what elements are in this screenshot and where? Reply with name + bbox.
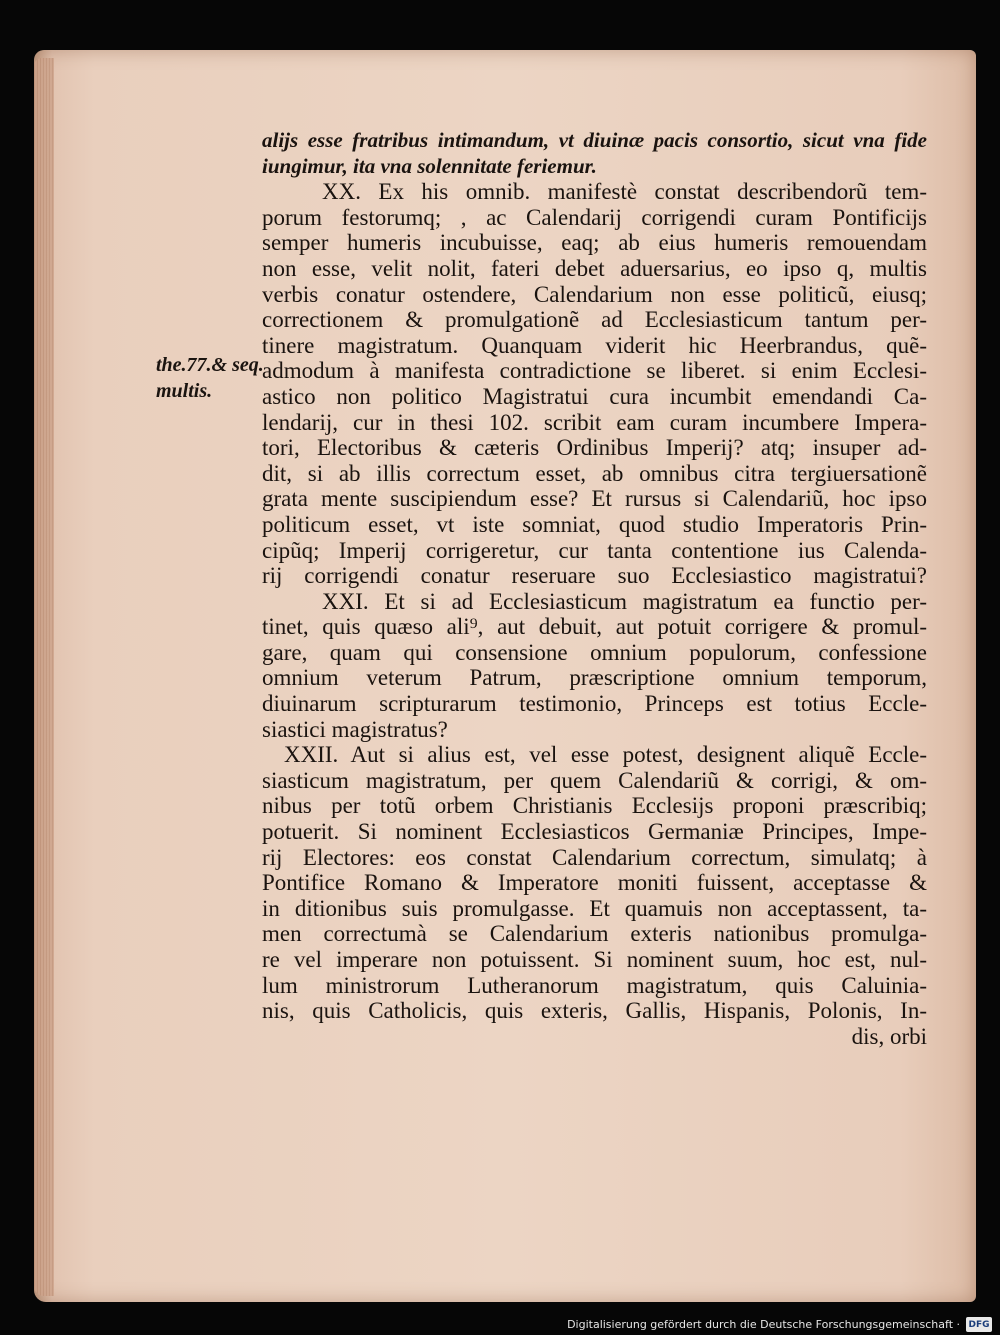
margin-note-line: multis. [156, 380, 213, 402]
footer-text: Digitalisierung gefördert durch die Deutsche Forschungsgemeinschaft · [567, 1318, 960, 1331]
body-text [262, 128, 927, 1049]
text-line: tinere magistratum. Quanquam viderit hic Heerbrandus, quẽ- [262, 332, 927, 358]
text-line: siasticum magistratum, per quem Calendariũ & corrigi, & om- [262, 767, 927, 793]
text-line: lendarij, cur in thesi 102. scribit eam curam incumbere Impera- [262, 409, 927, 435]
text-line: XXII. Aut si alius est, vel esse potest, designent aliquẽ Eccle- [284, 742, 927, 768]
text-line: alijs esse fratribus intimandum, vt diuinæ pacis consortio, sicut vna fide [262, 128, 927, 152]
text-line: rij Electores: eos constat Calendarium correctum, simulatq; à [262, 844, 927, 870]
text-line: astico non politico Magistratui cura incumbit emendandi Ca- [262, 383, 927, 409]
margin-note-line: the.77.& seq. [156, 354, 264, 376]
text-line: omnium veterum Patrum, præscriptione omnium temporum, [262, 665, 927, 691]
text-line: iungimur, ita vna solennitate feriemur. [262, 153, 597, 178]
text-line: correctionem & promulgationẽ ad Ecclesiasticum tantum per- [262, 307, 927, 333]
catchword: dis, orbi [851, 1023, 927, 1049]
text-line: dit, si ab illis correctum esset, ab omnibus citra tergiuersationẽ [262, 460, 927, 486]
text-line: nis, quis Catholicis, quis exteris, Gallis, Hispanis, Polonis, In- [262, 998, 927, 1024]
text-line: XX. Ex his omnib. manifestè constat describendorũ tem- [322, 179, 927, 205]
text-line: gare, quam qui consensione omnium populorum, confessione [262, 639, 927, 665]
text-line: nibus per totũ orbem Christianis Ecclesijs proponi præscribiq; [262, 793, 927, 819]
text-line: grata mente suscipiendum esse? Et rursus si Calendariũ, hoc ipso [262, 486, 927, 512]
text-line: in ditionibus suis promulgasse. Et quamuis non acceptassent, ta- [262, 895, 927, 921]
text-line: verbis conatur ostendere, Calendarium non esse politicũ, eiusq; [262, 281, 927, 307]
text-line: porum festorumq; , ac Calendarij corrigendi curam Pontificijs [262, 204, 927, 230]
dfg-logo-icon: DFG [966, 1317, 992, 1332]
text-line: potuerit. Si nominent Ecclesiasticos Germaniæ Principes, Impe- [262, 819, 927, 845]
text-line: tinet, quis quæso ali⁹, aut debuit, aut potuit corrigere & promul- [262, 614, 927, 640]
text-line: tori, Electoribus & cæteris Ordinibus Imperij? atq; insuper ad- [262, 435, 927, 461]
page-edge [34, 58, 54, 1296]
text-line: XXI. Et si ad Ecclesiasticum magistratum ea functio per- [322, 588, 927, 614]
text-line: Pontifice Romano & Imperatore moniti fuissent, acceptasse & [262, 870, 927, 896]
text-line: admodum à manifesta contradictione se liberet. si enim Ecclesi- [262, 358, 927, 384]
margin-note [156, 352, 264, 404]
text-line: non esse, velit nolit, fateri debet aduersarius, eo ipso q, multis [262, 255, 927, 281]
text-line: men correctumà se Calendarium exteris nationibus promulga- [262, 921, 927, 947]
text-line: rij corrigendi conatur reseruare suo Ecclesiastico magistratui? [262, 563, 927, 589]
footer [567, 1317, 992, 1332]
text-line: semper humeris incubuisse, eaq; ab eius humeris remouendam [262, 230, 927, 256]
text-line: politicum esset, vt iste somniat, quod studio Imperatoris Prin- [262, 511, 927, 537]
text-line: lum ministrorum Lutheranorum magistratum, quis Caluinia- [262, 972, 927, 998]
text-line: siastici magistratus? [262, 716, 448, 742]
text-line: diuinarum scripturarum testimonio, Princeps est totius Eccle- [262, 691, 927, 717]
text-line: cipũq; Imperij corrigeretur, cur tanta contentione ius Calenda- [262, 537, 927, 563]
text-line: re vel imperare non potuissent. Si nominent suum, hoc est, nul- [262, 947, 927, 972]
